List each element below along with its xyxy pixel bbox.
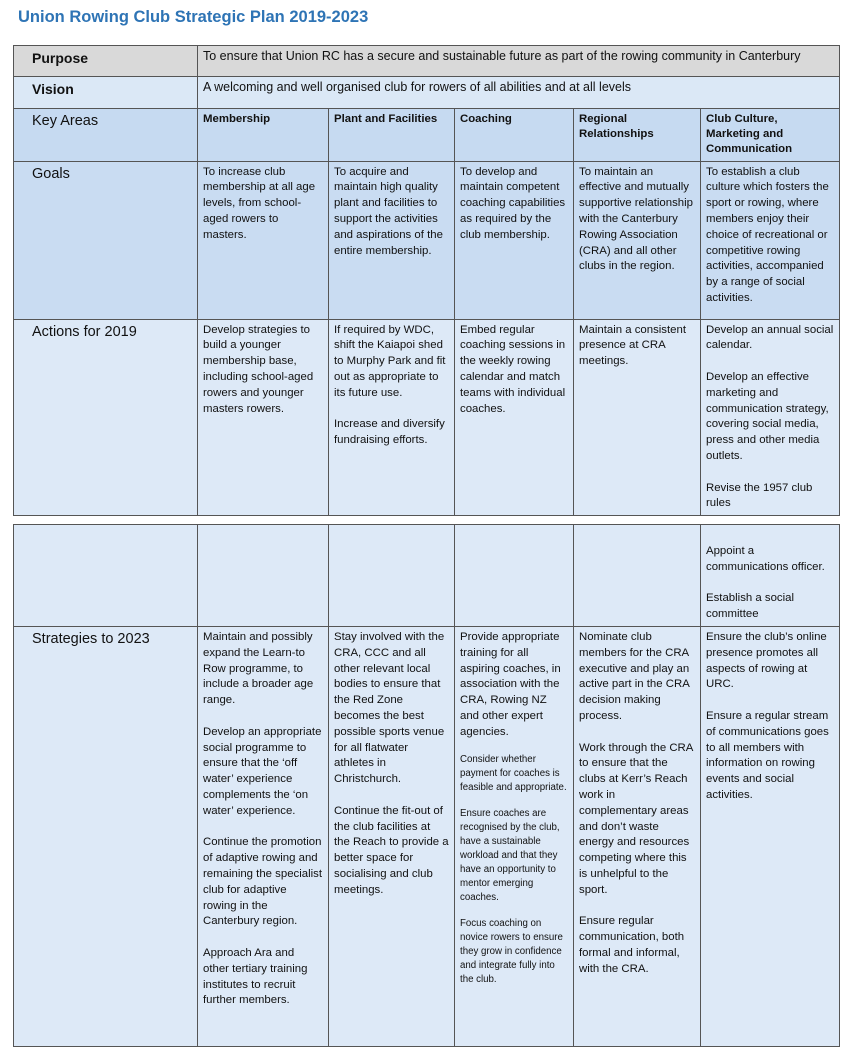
strategic-plan-table-part-2 — [13, 524, 840, 1047]
strategy-regional-item: Nominate club members for the CRA executive and play an active part in the CRA decision making process. — [579, 630, 690, 722]
goal-coaching: To develop and maintain competent coaching capabilities as required by the club membership. — [455, 161, 574, 319]
strategy-culture — [701, 626, 840, 1046]
action-culture-continued — [701, 525, 840, 627]
action-culture-item: Develop an annual social calendar. — [706, 323, 834, 352]
header-coaching: Coaching — [455, 109, 574, 162]
vision-row — [14, 77, 840, 109]
strategy-coaching — [455, 626, 574, 1046]
action-regional-item: Maintain a consistent presence at CRA meetings. — [579, 323, 687, 368]
action-membership — [198, 319, 329, 516]
action-culture-item: Appoint a communications officer. — [706, 545, 825, 573]
strategy-culture-item: Ensure the club’s online presence promotes all aspects of rowing at URC. — [706, 630, 827, 691]
strategy-regional-item: Work through the CRA to ensure that the clubs at Kerr’s Reach work in complementary areas and don’t waste energy and resources competing where this is unhelpful to the sport. — [579, 741, 693, 896]
action-coaching-item: Embed regular coaching sessions in the weekly rowing calendar and match teams with individual coaches. — [460, 323, 566, 415]
strategy-plant-facilities — [329, 626, 455, 1046]
goals-label: Goals — [14, 161, 198, 319]
strategy-membership-item: Approach Ara and other tertiary training institutes to recruit further members. — [203, 946, 308, 1007]
purpose-text: To ensure that Union RC has a secure and sustainable future as part of the rowing community in Canterbury — [198, 46, 840, 77]
actions-row — [14, 319, 840, 516]
action-culture — [701, 319, 840, 516]
header-plant-facilities: Plant and Facilities — [329, 109, 455, 162]
goal-membership: To increase club membership at all age levels, from school-aged rowers to masters. — [198, 161, 329, 319]
action-plant-item: If required by WDC, shift the Kaiapoi shed to Murphy Park and fit out as appropriate to its future use. — [334, 323, 446, 399]
action-culture-item: Develop an effective marketing and communication strategy, covering social media, press and other media outlets. — [706, 371, 829, 462]
strategy-plant-item: Continue the fit-out of the club facilities at the Reach to provide a better space for socialising and club meetings. — [334, 804, 449, 896]
actions-continued-row — [14, 525, 840, 627]
actions-label: Actions for 2019 — [14, 319, 198, 516]
goal-culture: To establish a club culture which fosters the sport or rowing, where members enjoy their choice of recreational or competitive rowing activities, accompanied by a range of social activities. — [701, 161, 840, 319]
key-areas-row — [14, 109, 840, 162]
strategy-coaching-note: Ensure coaches are recognised by the club, have a sustainable workload and that they have an opportunity to mentor emerging coaches. — [460, 807, 560, 903]
document-title: Union Rowing Club Strategic Plan 2019-2023 — [18, 8, 369, 26]
goals-row — [14, 161, 840, 319]
key-areas-label: Key Areas — [14, 109, 198, 162]
action-culture-item: Establish a social committee — [706, 592, 795, 621]
strategy-coaching-main: Provide appropriate training for all aspiring coaches, in association with the CRA, Rowing NZ and other expert agencies. — [460, 630, 561, 738]
goal-regional: To maintain an effective and mutually supportive relationship with the Canterbury Rowing Association (CRA) and all other clubs in the region. — [574, 161, 701, 319]
vision-text: A welcoming and well organised club for rowers of all abilities and at all levels — [198, 77, 840, 109]
purpose-label: Purpose — [14, 46, 198, 77]
strategic-plan-table-part-1 — [13, 45, 840, 516]
action-culture-item: Revise the 1957 club rules — [706, 481, 813, 510]
header-regional-relationships: Regional Relationships — [574, 109, 701, 162]
header-club-culture: Club Culture, Marketing and Communication — [701, 109, 840, 162]
strategy-membership — [198, 626, 329, 1046]
strategy-membership-item: Maintain and possibly expand the Learn-to Row programme, to include a broader age range. — [203, 630, 314, 707]
purpose-row — [14, 46, 840, 77]
strategy-regional-item: Ensure regular communication, both formal and informal, with the CRA. — [579, 915, 685, 975]
action-regional — [574, 319, 701, 516]
strategy-plant-item: Stay involved with the CRA, CCC and all other relevant local bodies to ensure that the Red Zone becomes the best possible sports venue for all flatwater athletes in Christchurch. — [334, 630, 445, 786]
strategy-membership-item: Develop an appropriate social programme to ensure that the ‘off water’ experience complements the ‘on water’ experience. — [203, 725, 322, 817]
strategy-coaching-note: Consider whether payment for coaches is feasible and appropriate. — [460, 753, 567, 793]
strategy-coaching-note: Focus coaching on novice rowers to ensure they grow in confidence and integrate fully into the club. — [460, 917, 563, 985]
action-plant-facilities — [329, 319, 455, 516]
action-plant-item: Increase and diversify fundraising efforts. — [334, 418, 445, 447]
strategy-culture-item: Ensure a regular stream of communications goes to all members with information on rowing events and social activities. — [706, 709, 829, 801]
action-coaching — [455, 319, 574, 516]
goal-plant-facilities: To acquire and maintain high quality plant and facilities to support the activities and aspirations of the entire membership. — [329, 161, 455, 319]
strategy-membership-item: Continue the promotion of adaptive rowing and remaining the specialist club for adaptive rowing in the Canterbury region. — [203, 836, 323, 928]
strategies-row — [14, 626, 840, 1046]
strategies-label: Strategies to 2023 — [14, 626, 198, 1046]
vision-label: Vision — [14, 77, 198, 109]
strategy-regional — [574, 626, 701, 1046]
header-membership: Membership — [198, 109, 329, 162]
action-membership-item: Develop strategies to build a younger membership base, including school-aged rowers and younger masters rowers. — [203, 323, 314, 415]
